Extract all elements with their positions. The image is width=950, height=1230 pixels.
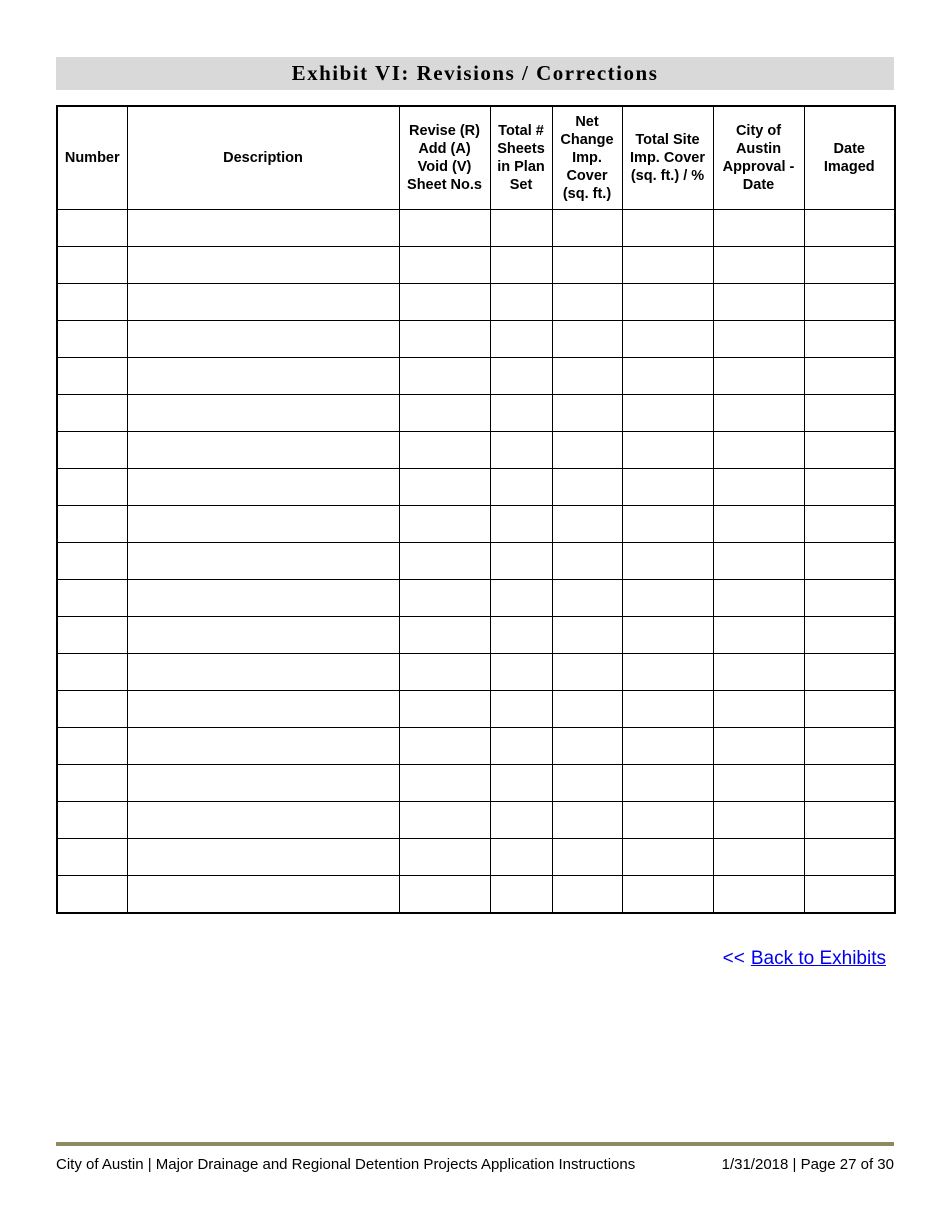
table-cell bbox=[127, 691, 399, 728]
table-cell bbox=[57, 395, 127, 432]
table-cell bbox=[622, 580, 713, 617]
table-row bbox=[57, 395, 895, 432]
back-arrows[interactable]: << bbox=[722, 948, 745, 969]
table-cell bbox=[552, 543, 622, 580]
table-row bbox=[57, 839, 895, 876]
table-cell bbox=[804, 506, 895, 543]
table-cell bbox=[127, 432, 399, 469]
table-cell bbox=[552, 210, 622, 247]
table-cell bbox=[552, 321, 622, 358]
table-cell bbox=[127, 765, 399, 802]
table-row bbox=[57, 876, 895, 914]
page-title: Exhibit VI: Revisions / Corrections bbox=[56, 57, 894, 90]
table-cell bbox=[127, 876, 399, 914]
table-cell bbox=[57, 617, 127, 654]
table-cell bbox=[552, 506, 622, 543]
header-approval-date: City of Austin Approval - Date bbox=[713, 106, 804, 210]
table-cell bbox=[804, 654, 895, 691]
table-cell bbox=[552, 728, 622, 765]
table-row bbox=[57, 432, 895, 469]
table-cell bbox=[490, 395, 552, 432]
table-cell bbox=[127, 543, 399, 580]
table-cell bbox=[490, 654, 552, 691]
table-cell bbox=[622, 876, 713, 914]
header-date-imaged: Date Imaged bbox=[804, 106, 895, 210]
table-cell bbox=[622, 543, 713, 580]
table-cell bbox=[552, 432, 622, 469]
table-cell bbox=[622, 691, 713, 728]
table-row bbox=[57, 358, 895, 395]
table-row bbox=[57, 580, 895, 617]
table-cell bbox=[399, 691, 490, 728]
header-total-site-cover: Total Site Imp. Cover (sq. ft.) / % bbox=[622, 106, 713, 210]
table-cell bbox=[399, 469, 490, 506]
table-cell bbox=[399, 765, 490, 802]
table-cell bbox=[552, 580, 622, 617]
table-cell bbox=[399, 802, 490, 839]
table-cell bbox=[127, 358, 399, 395]
table-cell bbox=[399, 284, 490, 321]
table-cell bbox=[399, 247, 490, 284]
table-cell bbox=[490, 543, 552, 580]
header-total-sheets: Total # Sheets in Plan Set bbox=[490, 106, 552, 210]
table-cell bbox=[622, 358, 713, 395]
table-cell bbox=[57, 284, 127, 321]
table-cell bbox=[804, 284, 895, 321]
table-cell bbox=[552, 839, 622, 876]
table-cell bbox=[804, 617, 895, 654]
table-cell bbox=[399, 321, 490, 358]
table-cell bbox=[804, 247, 895, 284]
table-cell bbox=[127, 247, 399, 284]
table-body bbox=[57, 210, 895, 914]
table-cell bbox=[713, 691, 804, 728]
table-cell bbox=[713, 839, 804, 876]
table-cell bbox=[57, 321, 127, 358]
table-cell bbox=[622, 395, 713, 432]
table-cell bbox=[713, 284, 804, 321]
table-row bbox=[57, 284, 895, 321]
table-cell bbox=[622, 728, 713, 765]
table-cell bbox=[490, 728, 552, 765]
table-cell bbox=[57, 543, 127, 580]
table-cell bbox=[57, 247, 127, 284]
header-net-change: Net Change Imp. Cover (sq. ft.) bbox=[552, 106, 622, 210]
table-cell bbox=[127, 284, 399, 321]
table-cell bbox=[552, 765, 622, 802]
table-cell bbox=[552, 284, 622, 321]
table-cell bbox=[713, 654, 804, 691]
table-cell bbox=[127, 839, 399, 876]
table-cell bbox=[713, 876, 804, 914]
table-cell bbox=[552, 654, 622, 691]
table-cell bbox=[490, 432, 552, 469]
table-row bbox=[57, 543, 895, 580]
table-row bbox=[57, 617, 895, 654]
table-cell bbox=[57, 876, 127, 914]
table-cell bbox=[622, 247, 713, 284]
table-cell bbox=[490, 284, 552, 321]
table-cell bbox=[622, 839, 713, 876]
table-cell bbox=[127, 321, 399, 358]
footer-document-title: City of Austin | Major Drainage and Regional Detention Projects Application Instructions bbox=[56, 1156, 636, 1173]
table-cell bbox=[57, 358, 127, 395]
table-cell bbox=[713, 617, 804, 654]
table-cell bbox=[127, 617, 399, 654]
table-cell bbox=[804, 802, 895, 839]
table-row bbox=[57, 321, 895, 358]
table-cell bbox=[552, 358, 622, 395]
table-cell bbox=[804, 580, 895, 617]
table-cell bbox=[490, 765, 552, 802]
table-cell bbox=[57, 580, 127, 617]
table-cell bbox=[713, 506, 804, 543]
table-cell bbox=[713, 543, 804, 580]
table-cell bbox=[57, 691, 127, 728]
table-row bbox=[57, 654, 895, 691]
table-cell bbox=[490, 876, 552, 914]
table-cell bbox=[490, 839, 552, 876]
table-cell bbox=[399, 210, 490, 247]
table-cell bbox=[57, 432, 127, 469]
table-row bbox=[57, 210, 895, 247]
table-cell bbox=[622, 617, 713, 654]
table-cell bbox=[57, 210, 127, 247]
table-row bbox=[57, 802, 895, 839]
table-cell bbox=[622, 654, 713, 691]
table-cell bbox=[804, 543, 895, 580]
table-row bbox=[57, 728, 895, 765]
back-to-exhibits-link[interactable] bbox=[723, 948, 886, 970]
table-cell bbox=[399, 876, 490, 914]
table-cell bbox=[127, 580, 399, 617]
table-cell bbox=[713, 580, 804, 617]
table-cell bbox=[127, 506, 399, 543]
table-cell bbox=[127, 802, 399, 839]
table-cell bbox=[552, 876, 622, 914]
table-cell bbox=[713, 247, 804, 284]
table-row bbox=[57, 765, 895, 802]
table-cell bbox=[490, 321, 552, 358]
table-cell bbox=[399, 617, 490, 654]
table-cell bbox=[622, 506, 713, 543]
table-cell bbox=[804, 876, 895, 914]
table-cell bbox=[804, 728, 895, 765]
table-row bbox=[57, 691, 895, 728]
table-cell bbox=[57, 728, 127, 765]
table-cell bbox=[490, 802, 552, 839]
table-row bbox=[57, 469, 895, 506]
table-cell bbox=[804, 839, 895, 876]
table-cell bbox=[57, 765, 127, 802]
table-cell bbox=[552, 247, 622, 284]
revisions-table bbox=[56, 105, 896, 914]
table-cell bbox=[127, 654, 399, 691]
table-cell bbox=[127, 210, 399, 247]
table-cell bbox=[399, 543, 490, 580]
footer-page-info: 1/31/2018 | Page 27 of 30 bbox=[721, 1156, 894, 1173]
table-cell bbox=[399, 506, 490, 543]
table-cell bbox=[399, 728, 490, 765]
table-cell bbox=[552, 469, 622, 506]
table-cell bbox=[804, 469, 895, 506]
table-cell bbox=[57, 469, 127, 506]
header-number: Number bbox=[57, 106, 127, 210]
table-cell bbox=[490, 691, 552, 728]
table-cell bbox=[399, 395, 490, 432]
table-row bbox=[57, 247, 895, 284]
table-cell bbox=[490, 506, 552, 543]
header-revise-add-void: Revise (R) Add (A) Void (V) Sheet No.s bbox=[399, 106, 490, 210]
table-cell bbox=[399, 839, 490, 876]
table-cell bbox=[804, 432, 895, 469]
table-header-row bbox=[57, 106, 895, 210]
table-cell bbox=[622, 432, 713, 469]
table-cell bbox=[713, 469, 804, 506]
back-link-label[interactable]: Back to Exhibits bbox=[750, 948, 886, 969]
table-cell bbox=[713, 321, 804, 358]
table-cell bbox=[490, 358, 552, 395]
table-cell bbox=[713, 395, 804, 432]
table-cell bbox=[127, 469, 399, 506]
table-cell bbox=[804, 691, 895, 728]
table-cell bbox=[713, 728, 804, 765]
table-cell bbox=[622, 284, 713, 321]
table-cell bbox=[399, 432, 490, 469]
table-cell bbox=[804, 765, 895, 802]
table-cell bbox=[57, 802, 127, 839]
header-description: Description bbox=[127, 106, 399, 210]
table-cell bbox=[713, 210, 804, 247]
table-cell bbox=[552, 617, 622, 654]
table-cell bbox=[713, 802, 804, 839]
table-cell bbox=[622, 469, 713, 506]
table-cell bbox=[552, 395, 622, 432]
table-cell bbox=[804, 395, 895, 432]
table-cell bbox=[490, 247, 552, 284]
table-row bbox=[57, 506, 895, 543]
table-cell bbox=[399, 358, 490, 395]
table-cell bbox=[490, 469, 552, 506]
table-cell bbox=[552, 802, 622, 839]
table-cell bbox=[127, 395, 399, 432]
table-cell bbox=[804, 358, 895, 395]
table-cell bbox=[804, 321, 895, 358]
table-cell bbox=[57, 506, 127, 543]
table-cell bbox=[490, 617, 552, 654]
table-cell bbox=[399, 654, 490, 691]
table-cell bbox=[622, 765, 713, 802]
footer-divider bbox=[56, 1142, 894, 1146]
table-cell bbox=[552, 691, 622, 728]
table-cell bbox=[490, 580, 552, 617]
table-cell bbox=[622, 210, 713, 247]
table-cell bbox=[713, 765, 804, 802]
table-cell bbox=[804, 210, 895, 247]
table-cell bbox=[490, 210, 552, 247]
table-cell bbox=[57, 654, 127, 691]
table-cell bbox=[713, 358, 804, 395]
table-cell bbox=[622, 802, 713, 839]
table-cell bbox=[127, 728, 399, 765]
table-cell bbox=[622, 321, 713, 358]
table-cell bbox=[399, 580, 490, 617]
table-cell bbox=[713, 432, 804, 469]
table-cell bbox=[57, 839, 127, 876]
